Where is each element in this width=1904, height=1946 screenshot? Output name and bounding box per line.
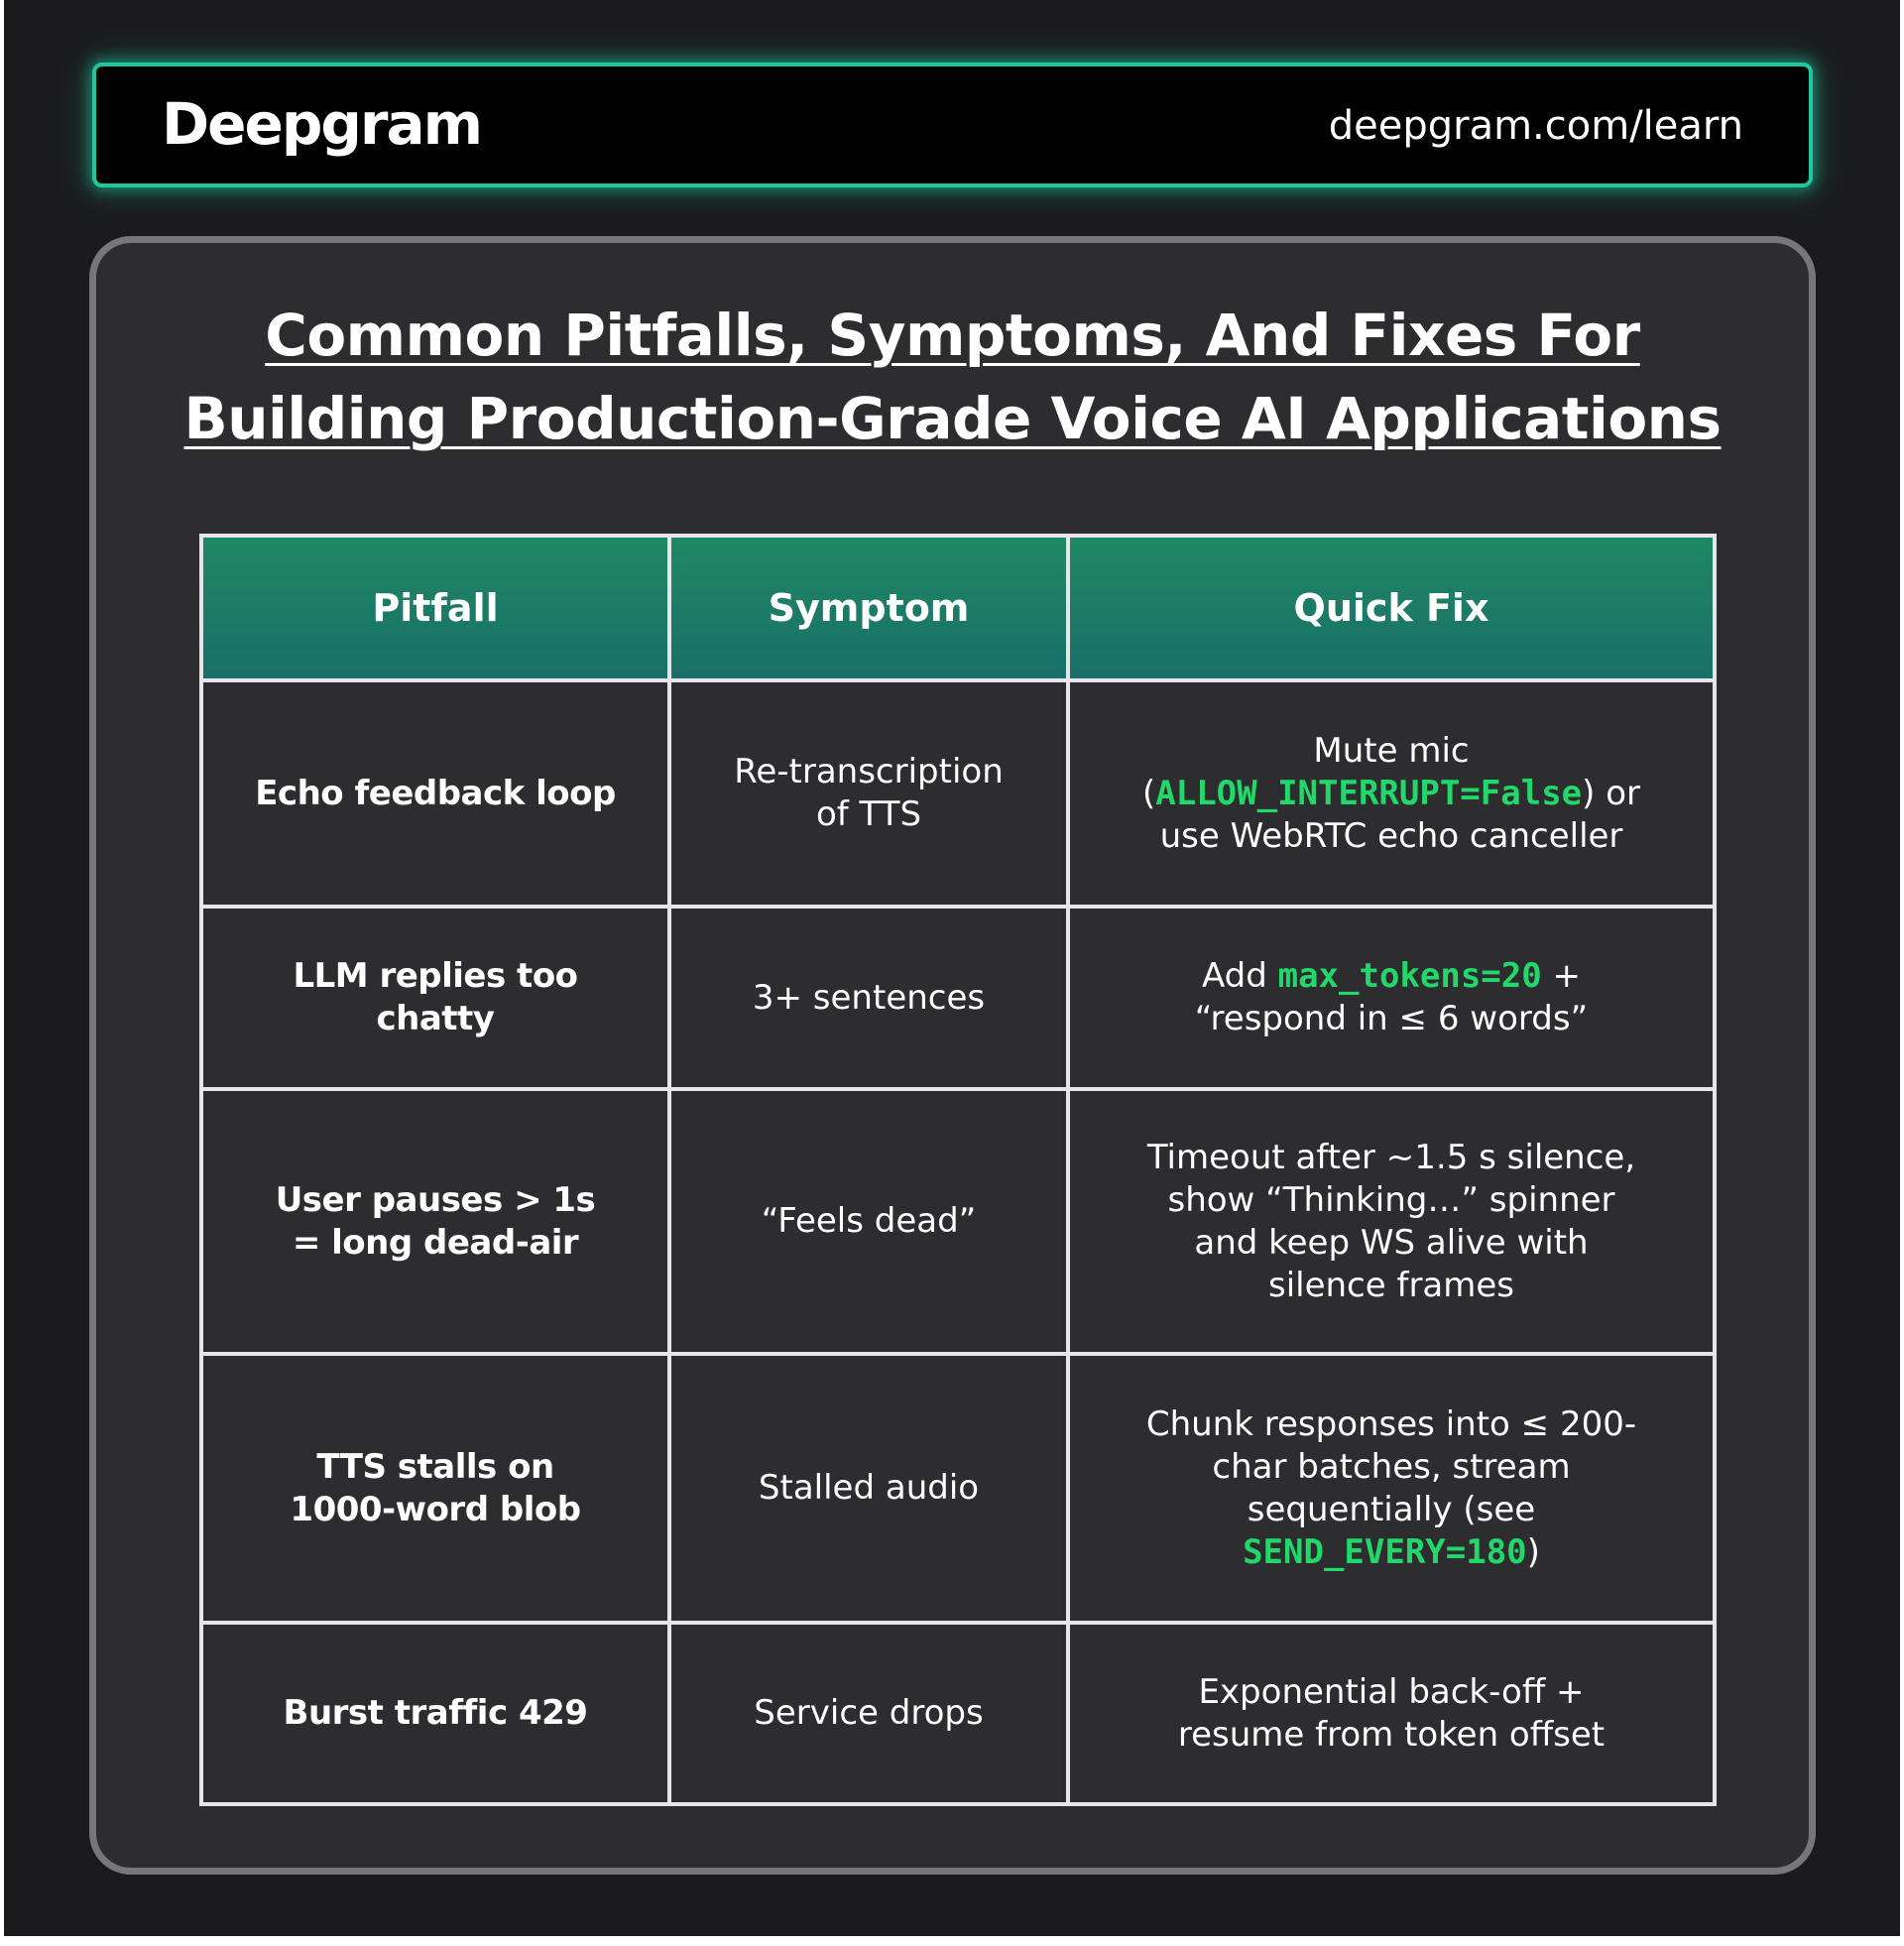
infographic-canvas (4, 0, 1900, 1936)
title-line-2: Building Production-Grade Voice AI Applications (183, 385, 1722, 452)
fix-text: ) (1526, 1531, 1540, 1572)
pitfall-cell (201, 1089, 669, 1354)
pitfall-cell (201, 680, 669, 907)
fix-text: and keep WS alive with (1194, 1222, 1589, 1263)
fix-text: silence frames (1267, 1265, 1515, 1305)
symptom-text: Service drops (754, 1693, 984, 1733)
table-row (201, 1354, 1715, 1623)
quick-fix-cell (1068, 1354, 1715, 1623)
symptom-cell (669, 1623, 1068, 1804)
code-snippet: SEND_EVERY=180 (1243, 1531, 1527, 1572)
pitfall-cell (201, 1354, 669, 1623)
column-header-quick-fix: Quick Fix (1068, 536, 1715, 680)
pitfall-cell (201, 1623, 669, 1804)
quick-fix-cell (1068, 680, 1715, 907)
fix-text: Mute mic (1313, 730, 1470, 771)
symptom-cell (669, 1354, 1068, 1623)
symptom-text: Stalled audio (758, 1468, 980, 1508)
pitfall-text: LLM replies too chatty (293, 956, 578, 1038)
deepgram-logo[interactable]: Deepgram (162, 90, 482, 158)
fix-text: Chunk responses into ≤ 200- (1145, 1403, 1637, 1444)
table-header-row (201, 536, 1715, 680)
symptom-text: of TTS (815, 794, 922, 834)
fix-text: ) or (1582, 773, 1640, 813)
pitfall-text: 1000-word blob (290, 1489, 581, 1529)
symptom-text: Re-transcription (734, 752, 1004, 791)
fix-text: ( (1142, 773, 1156, 813)
column-header-symptom: Symptom (669, 536, 1068, 680)
content-card (89, 236, 1816, 1875)
quick-fix-cell (1068, 1089, 1715, 1354)
table-row (201, 907, 1715, 1089)
fix-text: Exponential back-off + (1198, 1671, 1585, 1712)
fix-text: use WebRTC echo canceller (1159, 815, 1623, 856)
symptom-text: 3+ sentences (752, 977, 986, 1018)
pitfall-text: Echo feedback loop (255, 773, 616, 813)
pitfall-text: TTS stalls on (316, 1446, 554, 1487)
pitfalls-table (199, 534, 1717, 1806)
fix-text: resume from token offset (1177, 1714, 1606, 1755)
pitfall-text: User pauses > 1s (275, 1179, 596, 1220)
title-line-1: Common Pitfalls, Symptoms, And Fixes For (265, 302, 1640, 369)
fix-text: “respond in ≤ 6 words” (1194, 999, 1589, 1038)
fix-text: + (1541, 956, 1582, 996)
card-title (96, 294, 1809, 460)
code-snippet: max_tokens=20 (1277, 956, 1542, 996)
table-row (201, 680, 1715, 907)
header-bar (92, 62, 1813, 187)
column-header-pitfall: Pitfall (201, 536, 669, 680)
pitfall-cell (201, 907, 669, 1089)
fix-text: char batches, stream (1212, 1446, 1571, 1487)
pitfall-text: = long dead-air (292, 1222, 579, 1263)
fix-text: Timeout after ~1.5 s silence, (1146, 1137, 1636, 1177)
symptom-text: “Feels dead” (761, 1201, 977, 1241)
symptom-cell (669, 680, 1068, 907)
learn-url[interactable]: deepgram.com/learn (1328, 103, 1743, 149)
code-snippet: ALLOW_INTERRUPT=False (1155, 773, 1583, 813)
fix-text: show “Thinking…” spinner (1167, 1179, 1615, 1220)
symptom-cell (669, 907, 1068, 1089)
fix-text: Add (1201, 956, 1278, 996)
quick-fix-cell (1068, 907, 1715, 1089)
quick-fix-cell (1068, 1623, 1715, 1804)
fix-text: sequentially (see (1247, 1489, 1536, 1529)
symptom-cell (669, 1089, 1068, 1354)
table-row (201, 1089, 1715, 1354)
pitfall-text: Burst traffic 429 (283, 1693, 588, 1733)
table-row (201, 1623, 1715, 1804)
